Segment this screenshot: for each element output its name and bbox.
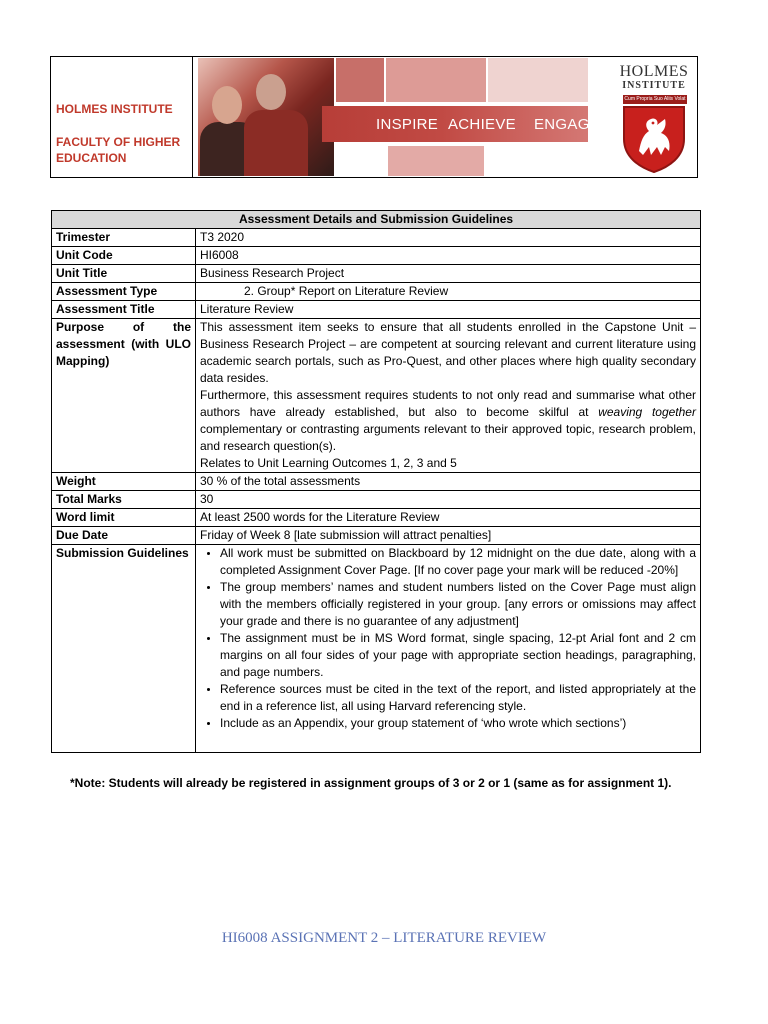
purpose-paragraph: Furthermore, this assessment requires students to not only read and summarise what other authors have already established, but also to become skilful at weaving together complementary or contrasting arguments relevant to their approved topic, research problem, and research question(s).: [200, 388, 696, 453]
institute-name: HOLMES INSTITUTE: [56, 102, 173, 116]
row-value: Business Research Project: [196, 265, 701, 283]
table-row: [52, 247, 701, 265]
banner-word-inspire: INSPIRE: [376, 116, 439, 133]
banner-square: [388, 146, 484, 176]
row-label: Unit Code: [52, 247, 196, 265]
table-row: [52, 473, 701, 491]
row-value: 30 % of the total assessments: [196, 473, 701, 491]
row-label: Total Marks: [52, 491, 196, 509]
students-photo: [198, 58, 334, 176]
table-row: [52, 283, 701, 301]
row-label: Purpose of the assessment (with ULO Mapping): [52, 319, 196, 473]
row-value: Friday of Week 8 [late submission will attract penalties]: [196, 527, 701, 545]
row-label: Due Date: [52, 527, 196, 545]
row-value: Literature Review: [196, 301, 701, 319]
row-value: 2. Group* Report on Literature Review: [244, 284, 449, 298]
list-item: • The assignment must be in MS Word format, single spacing, 12-pt Arial font and 2 cm margins on all four sides of your page with appropriate section headings, paragraphing, and page numbers.: [220, 630, 696, 681]
group-note: *Note: Students will already be registered in assignment groups of 3 or 2 or 1 (same as for assignment 1).: [70, 776, 672, 790]
submission-guidelines-list: [200, 545, 696, 732]
banner-word-achieve: ACHIEVE: [448, 116, 516, 133]
table-row: [52, 301, 701, 319]
row-value: T3 2020: [196, 229, 701, 247]
griffin-shield-icon: [621, 105, 687, 173]
table-row: [52, 527, 701, 545]
row-label: Trimester: [52, 229, 196, 247]
list-item: • Include as an Appendix, your group statement of ‘who wrote which sections’): [220, 715, 696, 732]
document-header: [50, 56, 698, 178]
row-value: 30: [196, 491, 701, 509]
banner-image: [198, 58, 600, 176]
row-label: Assessment Type: [52, 283, 196, 301]
institute-block: [51, 57, 193, 177]
row-label: Assessment Title: [52, 301, 196, 319]
table-header-row: [52, 211, 701, 229]
list-item: • Reference sources must be cited in the text of the report, and listed appropriately at the end in a reference list, all using Harvard referencing style.: [220, 681, 696, 715]
purpose-text: [196, 319, 701, 473]
logo-subname: INSTITUTE: [622, 80, 686, 91]
page-footer: HI6008 ASSIGNMENT 2 – LITERATURE REVIEW: [221, 930, 547, 946]
banner-square: [488, 58, 588, 102]
table-row: [52, 229, 701, 247]
row-label: Weight: [52, 473, 196, 491]
row-label: Word limit: [52, 509, 196, 527]
row-label: Unit Title: [52, 265, 196, 283]
row-value: At least 2500 words for the Literature Review: [196, 509, 701, 527]
row-value: HI6008: [196, 247, 701, 265]
table-row: [52, 319, 701, 473]
ulo-mapping: Relates to Unit Learning Outcomes 1, 2, 3 and 5: [200, 456, 457, 470]
row-label: Submission Guidelines: [52, 545, 196, 753]
table-row: [52, 265, 701, 283]
logo-motto: Cum Propria Suo Aliis Volat: [624, 96, 686, 102]
list-item: • The group members’ names and student numbers listed on the Cover Page must align with the members officially registered in your group. [any errors or omissions may affect your grade and there is no guarantee of any adjustment]: [220, 579, 696, 630]
list-item: • All work must be submitted on Blackboard by 12 midnight on the due date, along with a completed Assignment Cover Page. [If no cover page your mark will be reduced -20%]: [220, 545, 696, 579]
faculty-name: FACULTY OF HIGHER EDUCATION: [56, 135, 181, 165]
purpose-paragraph: This assessment item seeks to ensure that all students enrolled in the Capstone Unit – Business Research Project – are competent at sourcing relevant and current literature using academic search portals, such as Pro-Quest, and other places where high quality secondary data resides.: [200, 320, 696, 385]
table-row: [52, 545, 701, 753]
banner-square: [386, 58, 486, 102]
table-row: [52, 491, 701, 509]
holmes-logo: [611, 61, 697, 175]
banner-square: [336, 58, 384, 102]
assessment-details-table: [51, 210, 701, 753]
logo-name: HOLMES: [619, 63, 689, 80]
table-title: Assessment Details and Submission Guidelines: [52, 211, 701, 229]
banner-word-engage: ENGAGE: [534, 116, 600, 133]
table-row: [52, 509, 701, 527]
